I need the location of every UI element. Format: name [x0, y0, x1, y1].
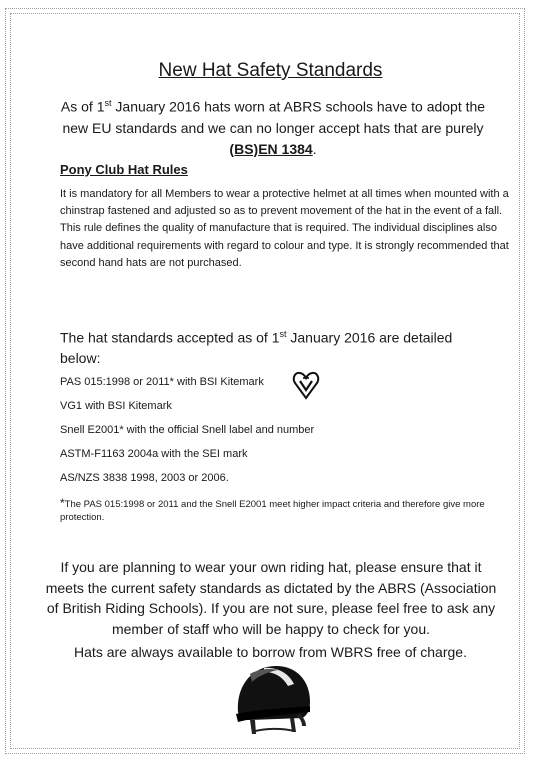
standards-intro [60, 324, 490, 368]
riding-helmet-image [230, 662, 314, 736]
closing-paragraph: If you are planning to wear your own riding hat, please ensure that it meets the current safety standards as dictated by the ABRS (Association of British Riding Schools). If you are not sure, please feel free to ask any member of staff who will be happy to check for you. [45, 559, 497, 637]
intro-ordinal: st [104, 98, 112, 108]
standard-item: AS/NZS 3838 1998, 2003 or 2006. [60, 472, 229, 484]
standards-ordinal: st [279, 329, 287, 339]
footnote-star: * [60, 496, 65, 510]
page-title: New Hat Safety Standards [158, 60, 383, 81]
standards-intro-2: January 2016 are detailed below: [60, 329, 453, 366]
intro-text-1: As of 1 [60, 98, 105, 115]
intro-text-2: January 2016 hats worn at ABRS schools have to adopt the new EU standards and we can no longer accept hats that are purely [62, 98, 486, 136]
kitemark-icon [292, 370, 320, 400]
standard-item: Snell E2001* with the official Snell label and number [60, 424, 315, 436]
footnote-text: The PAS 015:1998 or 2011 and the Snell E2001 meet higher impact criteria and therefore give more protection. [60, 499, 485, 523]
standard-item: VG1 with BSI Kitemark [60, 400, 172, 412]
footnote [60, 497, 510, 524]
intro-paragraph [58, 93, 488, 160]
intro-standard: (BS)EN 1384 [229, 140, 313, 157]
pony-club-heading: Pony Club Hat Rules [60, 162, 188, 177]
standard-item: PAS 015:1998 or 2011* with BSI Kitemark [60, 376, 264, 388]
borrow-note: Hats are always available to borrow from WBRS free of charge. [74, 644, 467, 660]
pony-club-rules: It is mandatory for all Members to wear a protective helmet at all times when mounted with a chinstrap fastened and adjusted so as to prevent movement of the hat in the event of a fall. This rule defines the quality of manufacture that is required. The individual disciplines also have additional requirements with regard to colour and type. It is strongly recommended that second hand hats are not purchased. [60, 188, 509, 269]
standard-item: ASTM-F1163 2004a with the SEI mark [60, 448, 248, 460]
standards-intro-1: The hat standards accepted as of 1 [60, 329, 280, 346]
intro-end: . [312, 140, 317, 157]
